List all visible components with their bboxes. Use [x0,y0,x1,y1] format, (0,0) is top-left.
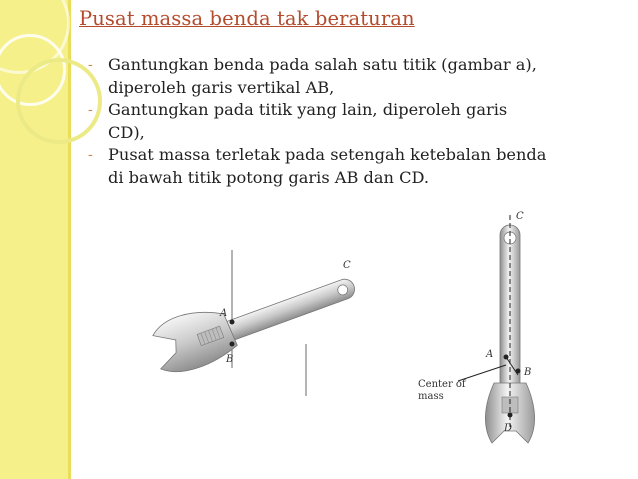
center-of-mass-label: Center of [418,379,466,390]
center-of-mass-label: mass [418,391,444,402]
bullet-text: Gantungkan benda pada salah satu titik (gambar a), [108,55,537,74]
bullet-text: di bawah titik potong garis AB dan CD. [108,167,430,187]
bullet-text: diperoleh garis vertikal AB, [108,77,335,97]
wrench-handle [219,276,357,343]
label-b: B [226,354,234,365]
bullet-item [88,144,628,189]
bullet-dash: - [88,102,93,118]
bullet-list [88,54,628,189]
point-b [230,342,235,347]
bullet-text: Gantungkan pada titik yang lain, diperoleh garis [108,100,508,119]
point-a [504,355,509,360]
wrench-figure-a [140,240,380,400]
label-a: A [486,349,494,360]
label-c: C [343,260,351,271]
bullet-dash: - [88,147,93,163]
point-a [230,320,235,325]
wrench-figure-b [410,205,560,475]
label-a: A [220,308,228,319]
point-b [516,369,521,374]
bullet-dash: - [88,57,93,73]
bullet-item [88,99,628,144]
bullet-text: Pusat massa terletak pada setengah ketebalan benda [108,145,547,164]
slide-title: Pusat massa benda tak beraturan [79,7,415,30]
label-c: C [516,211,524,222]
bullet-text: CD), [108,122,145,142]
point-d [508,413,513,418]
label-b: B [524,367,532,378]
label-d: D [504,423,513,434]
bullet-item [88,54,628,99]
